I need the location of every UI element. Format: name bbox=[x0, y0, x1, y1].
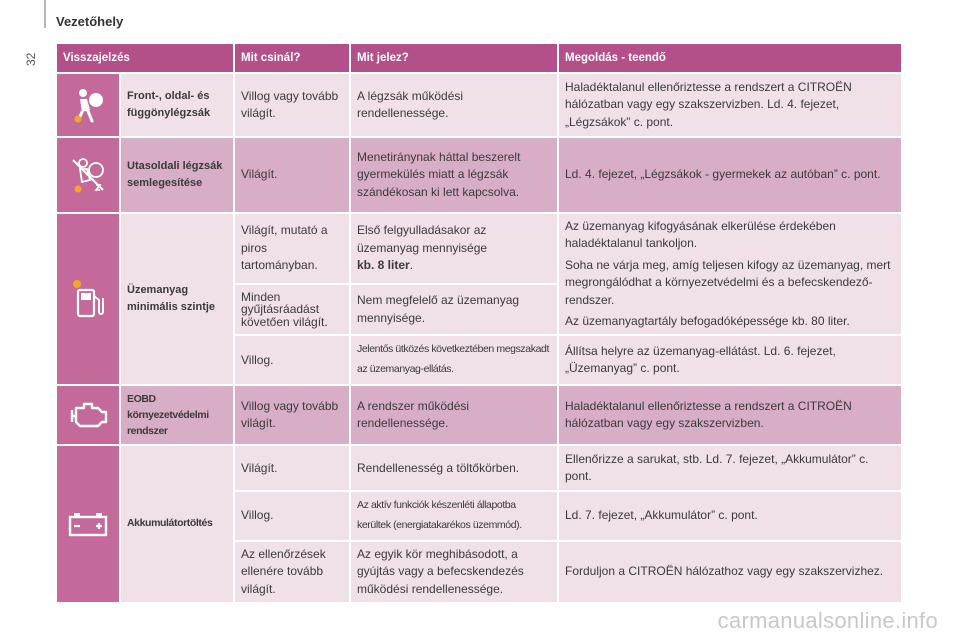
meaning-fuel-3: Jelentős ütközés következtében megszakadt az üzemanyag-ellátás. bbox=[351, 336, 559, 386]
solution-battery-2: Ld. 7. fejezet, „Akkumulátor” c. pont. bbox=[559, 492, 903, 542]
action-battery-2: Villog. bbox=[235, 492, 351, 542]
meaning-fuel-1-period: . bbox=[409, 258, 414, 273]
meaning-battery-2: Az aktív funkciók készenléti állapotba kerültek (energiatakarékos üzemmód). bbox=[351, 492, 559, 542]
meaning-fuel-2: Nem megfelelő az üzemanyag mennyisége. bbox=[351, 285, 559, 336]
action-battery-1: Világít. bbox=[235, 446, 351, 492]
icon-cell-airbag bbox=[57, 74, 121, 138]
indicator-name-battery: Akkumulátortöltés bbox=[121, 446, 235, 604]
icon-cell-eobd bbox=[57, 386, 121, 446]
col-header-indicator: Visszajelzés bbox=[57, 44, 235, 74]
indicator-name-passenger-airbag: Utasoldali légzsák semlegesítése bbox=[121, 138, 235, 214]
watermark: carmanualsonline.info bbox=[717, 608, 938, 633]
airbag-warning-icon bbox=[68, 85, 108, 125]
action-fuel-1: Világít, mutató a piros tartományban. bbox=[235, 214, 351, 285]
table-header-row bbox=[57, 44, 903, 74]
section-title: Vezetőhely bbox=[56, 14, 124, 29]
table-row-eobd bbox=[57, 386, 903, 446]
battery-icon bbox=[66, 509, 110, 539]
solution-fuel bbox=[559, 214, 903, 336]
action-fuel-2: Minden gyűjtásráadást követően világít. bbox=[235, 285, 351, 336]
table-row-passenger-airbag bbox=[57, 138, 903, 214]
icon-cell-passenger-airbag bbox=[57, 138, 121, 214]
indicator-name-airbag: Front-, oldal- és függönylégzsák bbox=[121, 74, 235, 138]
indicator-name-fuel: Üzemanyag minimális szintje bbox=[121, 214, 235, 386]
action-airbag: Villog vagy tovább világít. bbox=[235, 74, 351, 138]
action-battery-3: Az ellenőrzések ellenére tovább világít. bbox=[235, 542, 351, 604]
solution-airbag: Haladéktalanul ellenőriztesse a rendszert a CITROËN hálózatban vagy egy szakszervizben. Ld. 4. fejezet, „Légzsákok” c. pont. bbox=[559, 74, 903, 138]
meaning-battery-3: Az egyik kör meghibásodott, a gyújtás vagy a befecskendezés működési rendellenessége. bbox=[351, 542, 559, 604]
meaning-fuel-1-text: Első felgyulladásakor az üzemanyag mennyisége bbox=[357, 223, 488, 255]
warning-lights-table bbox=[57, 44, 903, 604]
meaning-airbag: A légzsák működési rendellenessége. bbox=[351, 74, 559, 138]
header-accent-bar bbox=[44, 0, 46, 28]
icon-cell-battery bbox=[57, 446, 121, 604]
solution-passenger-airbag: Ld. 4. fejezet, „Légzsákok - gyermekek az autóban” c. pont. bbox=[559, 138, 903, 214]
solution-battery-1: Ellenőrizze a sarukat, stb. Ld. 7. fejezet, „Akkumulátor” c. pont. bbox=[559, 446, 903, 492]
action-fuel-3: Villog. bbox=[235, 336, 351, 386]
meaning-battery-1: Rendellenesség a töltőkörben. bbox=[351, 446, 559, 492]
fuel-pump-icon bbox=[68, 276, 108, 322]
icon-cell-fuel bbox=[57, 214, 121, 386]
passenger-airbag-off-icon bbox=[68, 155, 108, 195]
action-eobd: Villog vagy tovább világít. bbox=[235, 386, 351, 446]
col-header-solution: Megoldás - teendő bbox=[559, 44, 903, 74]
meaning-fuel-1-amount: kb. 8 liter bbox=[357, 258, 410, 273]
page-number bbox=[24, 31, 42, 66]
solution-fuel-p1: Az üzemanyag kifogyásának elkerülése érdekében haladéktalanul tankoljon. bbox=[565, 219, 836, 251]
action-passenger-airbag: Világít. bbox=[235, 138, 351, 214]
engine-check-icon bbox=[66, 398, 110, 432]
indicator-name-eobd: EOBD környezetvédelmi rendszer bbox=[121, 386, 235, 446]
solution-eobd: Haladéktalanul ellenőriztesse a rendszert a CITROËN hálózatban vagy egy szakszervizben. bbox=[559, 386, 903, 446]
col-header-meaning: Mit jelez? bbox=[351, 44, 559, 74]
meaning-passenger-airbag: Menetiránynak háttal beszerelt gyermekülés miatt a légzsák szándékosan ki lett kapcsolva. bbox=[351, 138, 559, 214]
page-number-text: 32 bbox=[24, 52, 38, 66]
table-row-fuel-1 bbox=[57, 214, 903, 285]
solution-fuel-3: Állítsa helyre az üzemanyag-ellátást. Ld. 6. fejezet, „Üzemanyag” c. pont. bbox=[559, 336, 903, 386]
solution-fuel-p2: Soha ne várja meg, amíg teljesen kifogy az üzemanyag, mert megrongálódhat a környezetvédelmi és a befecskendező-rendszer. bbox=[565, 257, 891, 307]
meaning-fuel-1 bbox=[351, 214, 559, 285]
col-header-action: Mit csinál? bbox=[235, 44, 351, 74]
solution-fuel-p3: Az üzemanyagtartály befogadóképessége kb. 80 liter. bbox=[565, 313, 850, 328]
solution-battery-3: Forduljon a CITROËN hálózathoz vagy egy szakszervizhez. bbox=[559, 542, 903, 604]
table-row-battery-1 bbox=[57, 446, 903, 492]
meaning-eobd: A rendszer működési rendellenessége. bbox=[351, 386, 559, 446]
table-row-airbag bbox=[57, 74, 903, 138]
